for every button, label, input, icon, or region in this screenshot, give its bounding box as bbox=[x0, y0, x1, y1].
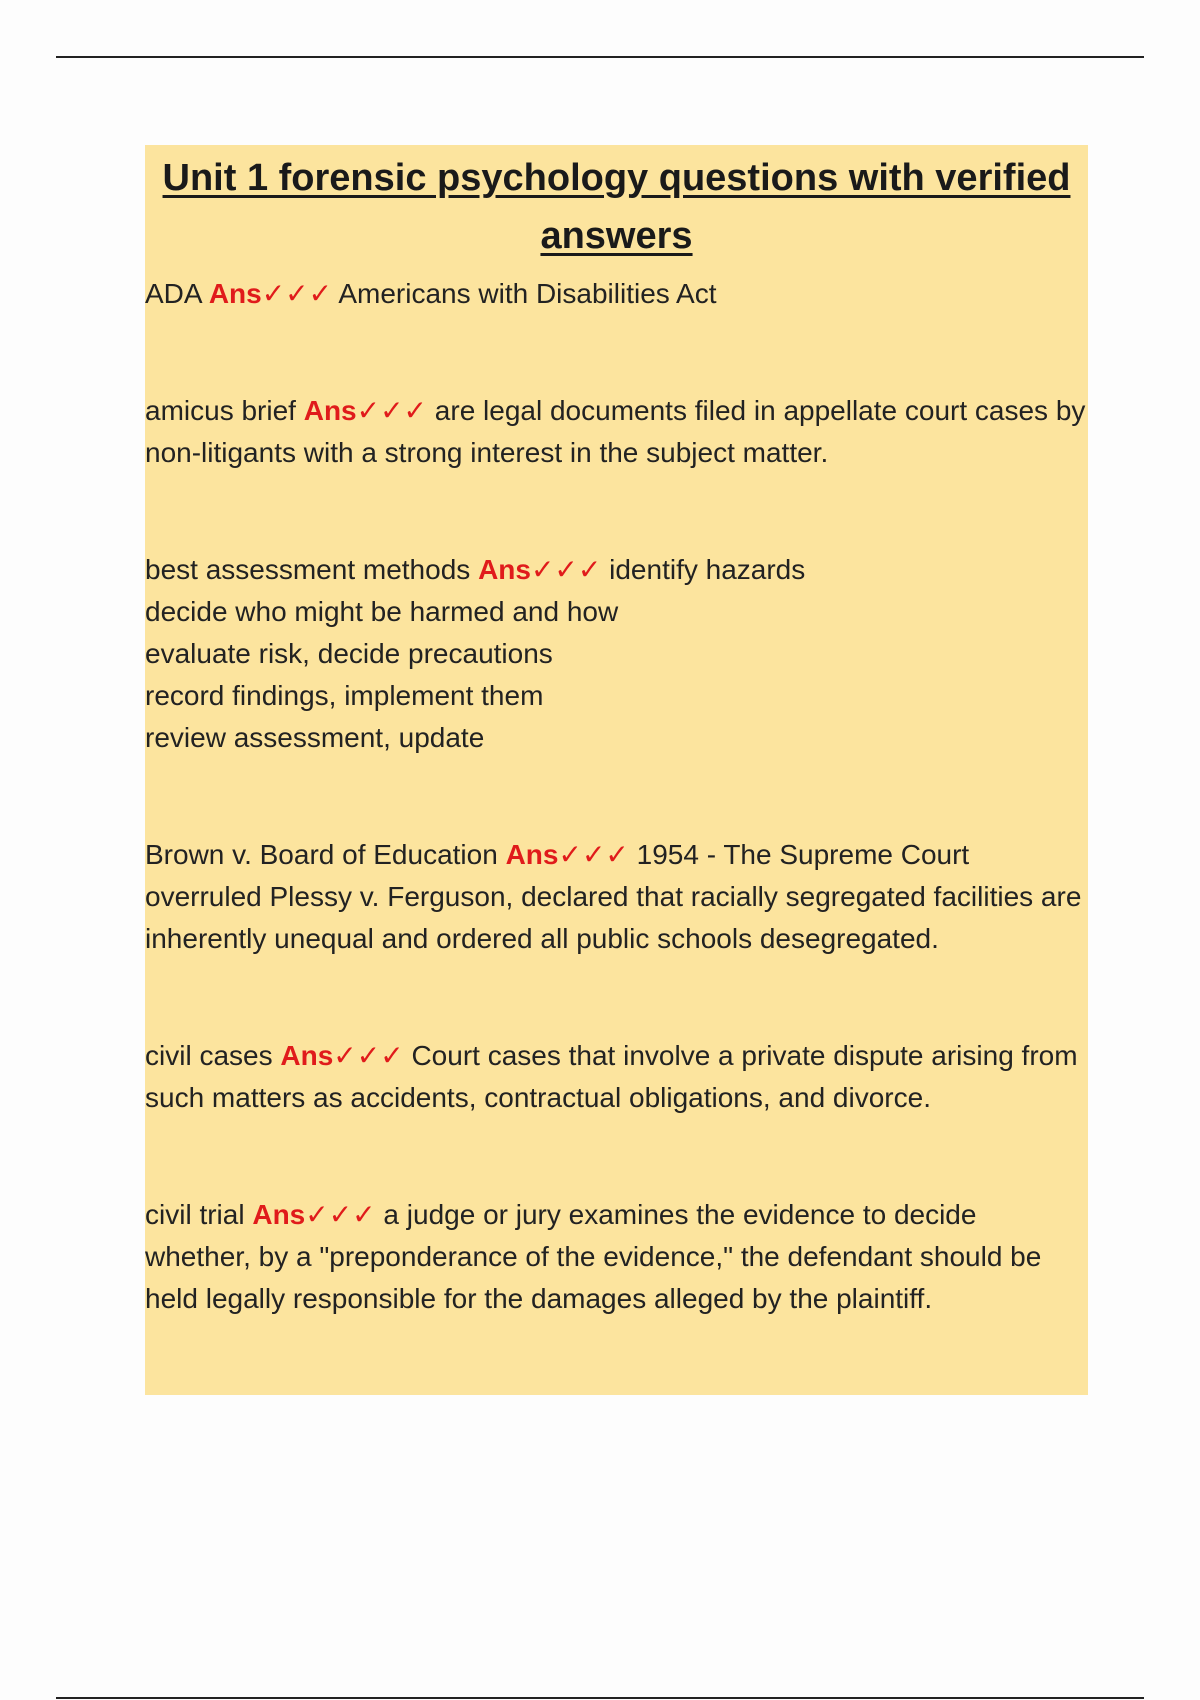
ans-label: Ans bbox=[208, 278, 262, 309]
ans-label: Ans bbox=[505, 839, 559, 870]
entry-extra-line: evaluate risk, decide precautions bbox=[145, 638, 553, 669]
entry-extra-line: review assessment, update bbox=[145, 722, 485, 753]
checkmark-icon: ✓✓✓ bbox=[305, 1199, 376, 1230]
entry-definition: are legal documents filed in appellate court cases by non-litigants with a strong interest in the subject matter. bbox=[145, 395, 1086, 468]
entry-definition: identify hazards bbox=[609, 554, 806, 585]
entry-definition: a judge or jury examines the evidence to decide whether, by a "preponderance of the evidence," the defendant should be held legally responsible for the damages alleged by the plaintiff. bbox=[145, 1199, 1042, 1314]
entry-amicus-brief bbox=[145, 390, 1088, 474]
checkmark-icon: ✓✓✓ bbox=[558, 839, 629, 870]
entry-list bbox=[145, 273, 1088, 1320]
checkmark-icon: ✓✓✓ bbox=[356, 395, 428, 426]
entry-civil-trial bbox=[145, 1194, 1088, 1320]
entry-extra-line: decide who might be harmed and how bbox=[145, 596, 619, 627]
entry-term: civil cases bbox=[145, 1040, 273, 1071]
document-title: Unit 1 forensic psychology questions with verified answers bbox=[162, 157, 1071, 257]
entry-term: amicus brief bbox=[145, 395, 296, 426]
entry-term: Brown v. Board of Education bbox=[145, 839, 498, 870]
ans-label: Ans bbox=[478, 554, 531, 585]
entry-ada bbox=[145, 273, 1088, 315]
highlighted-content-block bbox=[145, 145, 1088, 1395]
top-rule bbox=[56, 56, 1144, 58]
bottom-rule bbox=[56, 1697, 1144, 1699]
checkmark-icon: ✓✓✓ bbox=[530, 554, 602, 585]
entry-term: civil trial bbox=[145, 1199, 245, 1230]
entry-definition: Court cases that involve a private dispute arising from such matters as accidents, contractual obligations, and divorce. bbox=[145, 1040, 1078, 1113]
checkmark-icon: ✓✓✓ bbox=[333, 1040, 404, 1071]
entry-civil-cases bbox=[145, 1035, 1088, 1119]
entry-definition: Americans with Disabilities Act bbox=[338, 278, 717, 309]
entry-term: ADA bbox=[145, 278, 202, 309]
entry-extra-line: record findings, implement them bbox=[145, 680, 544, 711]
ans-label: Ans bbox=[303, 395, 357, 426]
checkmark-icon: ✓✓✓ bbox=[261, 278, 333, 309]
ans-label: Ans bbox=[252, 1199, 306, 1230]
entry-term: best assessment methods bbox=[145, 554, 471, 585]
ans-label: Ans bbox=[280, 1040, 334, 1071]
entry-best-assessment-methods bbox=[145, 549, 1088, 759]
entry-definition: 1954 - The Supreme Court overruled Plessy v. Ferguson, declared that racially segregated facilities are inherently unequal and ordered all public schools desegregated. bbox=[145, 839, 1082, 954]
entry-brown-v-board bbox=[145, 834, 1088, 960]
